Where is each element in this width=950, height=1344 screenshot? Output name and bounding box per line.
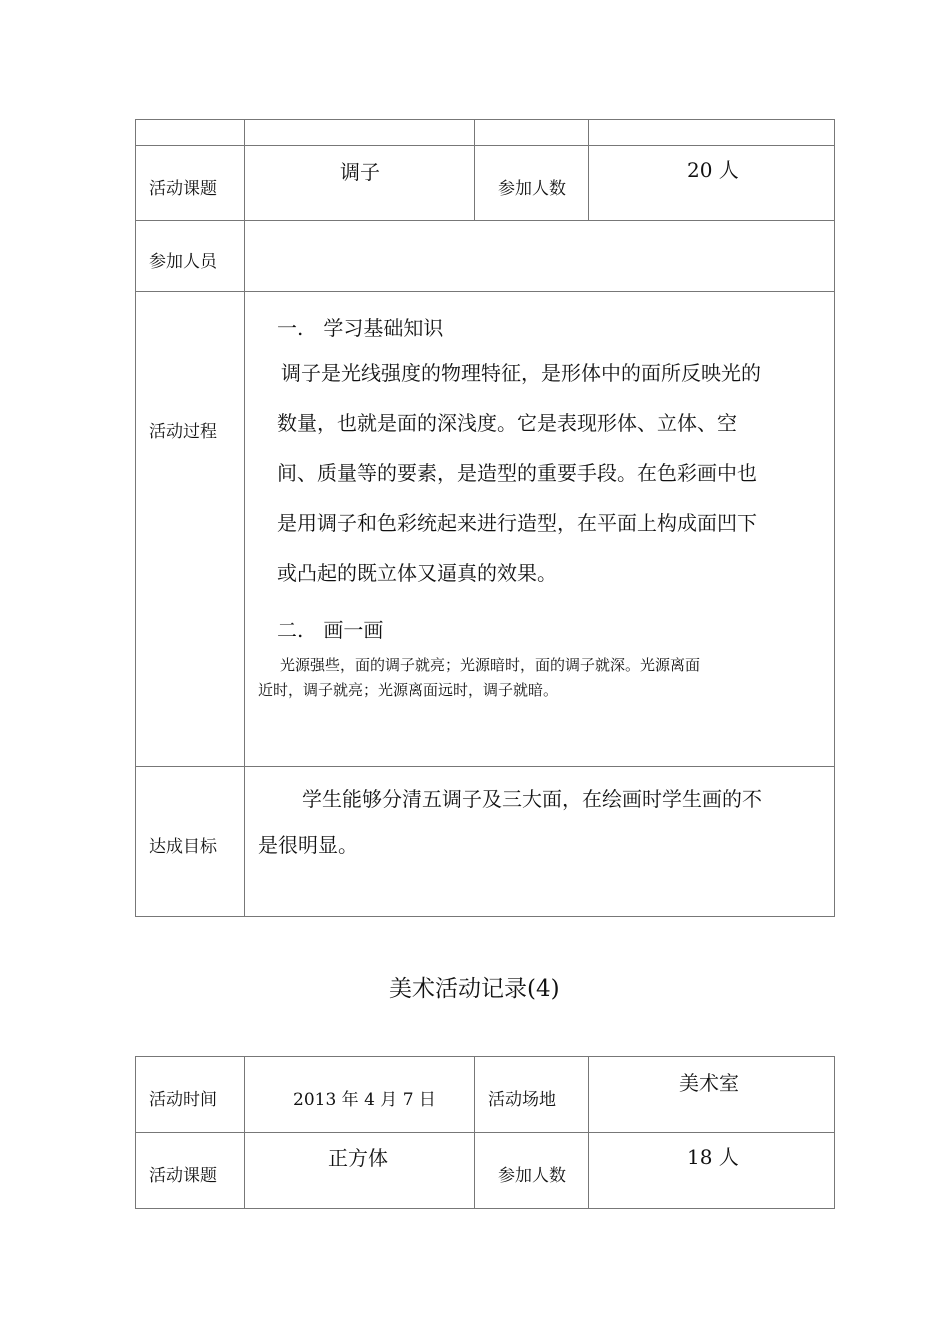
goal-line: 是很明显。 bbox=[258, 833, 358, 857]
section2-heading: 二. 画一画 bbox=[277, 618, 384, 642]
section1-line: 数量，也就是面的深浅度。它是表现形体、立体、空 bbox=[277, 411, 737, 435]
place-label: 活动场地 bbox=[488, 1090, 556, 1110]
participant-count2-value: 18 人 bbox=[687, 1145, 739, 1169]
section1-body bbox=[277, 348, 837, 598]
participant-count-label: 参加人数 bbox=[498, 179, 566, 199]
topic-value: 调子 bbox=[340, 160, 380, 184]
members-label: 参加人员 bbox=[149, 252, 217, 272]
time-value: 2013 年 4 月 7 日 bbox=[293, 1090, 436, 1110]
goal-body bbox=[258, 774, 828, 870]
section2-line: 近时，调子就亮；光源离面远时，调子就暗。 bbox=[258, 681, 559, 699]
time-label: 活动时间 bbox=[149, 1090, 217, 1110]
goal-line: 学生能够分清五调子及三大面，在绘画时学生画的不 bbox=[302, 787, 762, 811]
place-value: 美术室 bbox=[679, 1071, 739, 1095]
topic2-value: 正方体 bbox=[328, 1146, 388, 1170]
section1-line: 或凸起的既立体又逼真的效果。 bbox=[277, 561, 557, 585]
topic2-label: 活动课题 bbox=[149, 1166, 217, 1186]
section1-line: 是用调子和色彩统起来进行造型，在平面上构成面凹下 bbox=[277, 511, 757, 535]
participant-count2-label: 参加人数 bbox=[498, 1166, 566, 1186]
section1-heading: 一. 学习基础知识 bbox=[277, 316, 444, 340]
participant-count-value: 20 人 bbox=[687, 158, 739, 182]
page-title: 美术活动记录(4) bbox=[389, 976, 560, 1002]
process-label: 活动过程 bbox=[149, 422, 217, 442]
section2-body bbox=[258, 653, 828, 703]
topic-label: 活动课题 bbox=[149, 179, 217, 199]
section1-line: 间、质量等的要素，是造型的重要手段。在色彩画中也 bbox=[277, 461, 757, 485]
goal-label: 达成目标 bbox=[149, 837, 217, 857]
section1-line: 调子是光线强度的物理特征，是形体中的面所反映光的 bbox=[281, 361, 761, 385]
section2-line: 光源强些，面的调子就亮；光源暗时，面的调子就深。光源离面 bbox=[280, 656, 701, 674]
